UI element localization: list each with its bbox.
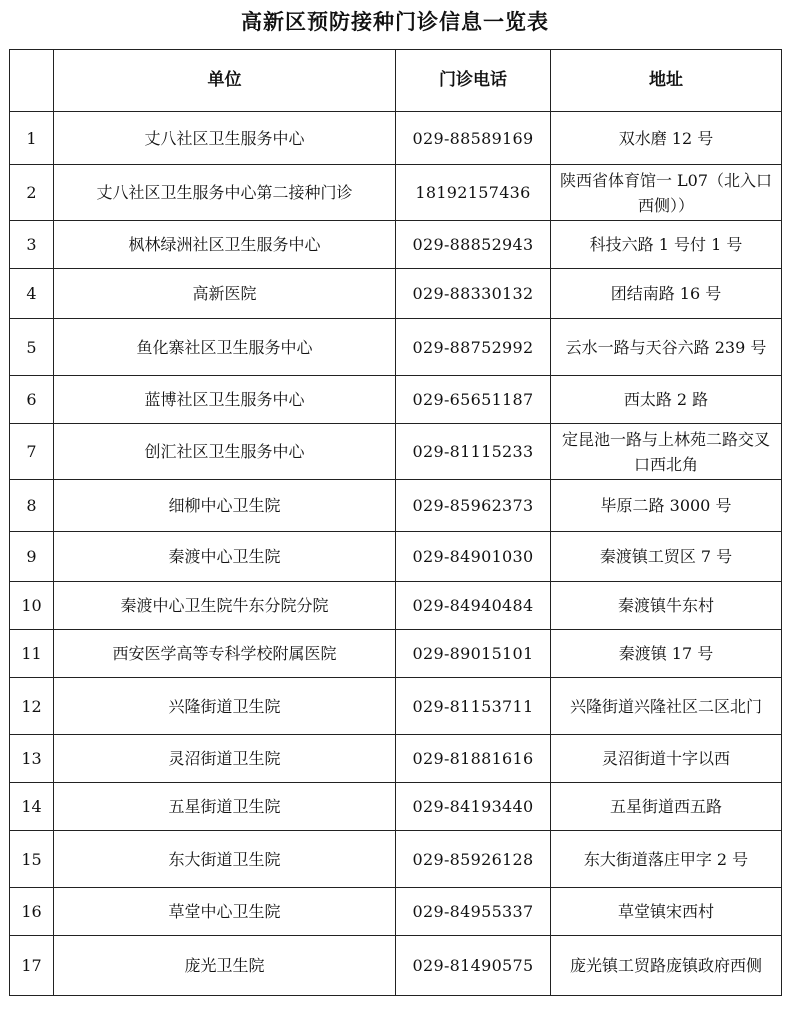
row-index: 4 <box>10 269 54 319</box>
row-phone: 029-85926128 <box>396 831 551 888</box>
table-row <box>10 165 782 221</box>
row-index: 10 <box>10 582 54 630</box>
row-address: 秦渡镇 17 号 <box>551 630 782 678</box>
row-address: 庞光镇工贸路庞镇政府西侧 <box>551 936 782 996</box>
row-phone: 029-81115233 <box>396 424 551 480</box>
row-phone: 029-84940484 <box>396 582 551 630</box>
row-address: 毕原二路 3000 号 <box>551 480 782 532</box>
row-unit: 丈八社区卫生服务中心第二接种门诊 <box>54 165 396 221</box>
row-unit: 创汇社区卫生服务中心 <box>54 424 396 480</box>
row-address: 定昆池一路与上林苑二路交叉口西北角 <box>551 424 782 480</box>
row-phone: 029-81881616 <box>396 735 551 783</box>
row-phone: 029-88852943 <box>396 221 551 269</box>
table-row <box>10 678 782 735</box>
row-phone: 029-88330132 <box>396 269 551 319</box>
row-address: 兴隆街道兴隆社区二区北门 <box>551 678 782 735</box>
row-phone: 029-88589169 <box>396 112 551 165</box>
row-index: 14 <box>10 783 54 831</box>
row-phone: 029-89015101 <box>396 630 551 678</box>
header-unit: 单位 <box>54 50 396 112</box>
row-unit: 西安医学高等专科学校附属医院 <box>54 630 396 678</box>
row-unit: 东大街道卫生院 <box>54 831 396 888</box>
row-index: 8 <box>10 480 54 532</box>
row-index: 3 <box>10 221 54 269</box>
row-unit: 高新医院 <box>54 269 396 319</box>
row-unit: 兴隆街道卫生院 <box>54 678 396 735</box>
row-phone: 029-88752992 <box>396 319 551 376</box>
table-row <box>10 735 782 783</box>
row-unit: 草堂中心卫生院 <box>54 888 396 936</box>
row-index: 6 <box>10 376 54 424</box>
row-address: 东大街道落庄甲字 2 号 <box>551 831 782 888</box>
table-row <box>10 582 782 630</box>
row-unit: 五星街道卫生院 <box>54 783 396 831</box>
table-row <box>10 221 782 269</box>
row-unit: 秦渡中心卫生院 <box>54 532 396 582</box>
table-header-row <box>10 50 782 112</box>
row-phone: 029-85962373 <box>396 480 551 532</box>
table-row <box>10 424 782 480</box>
table-row <box>10 532 782 582</box>
row-address: 草堂镇宋西村 <box>551 888 782 936</box>
table-row <box>10 888 782 936</box>
row-address: 灵沼街道十字以西 <box>551 735 782 783</box>
row-address: 科技六路 1 号付 1 号 <box>551 221 782 269</box>
table-row <box>10 831 782 888</box>
row-unit: 蓝博社区卫生服务中心 <box>54 376 396 424</box>
table-row <box>10 319 782 376</box>
row-address: 双水磨 12 号 <box>551 112 782 165</box>
header-phone: 门诊电话 <box>396 50 551 112</box>
row-address: 陕西省体育馆一 L07（北入口西侧）） <box>551 165 782 221</box>
row-unit: 秦渡中心卫生院牛东分院分院 <box>54 582 396 630</box>
row-address: 五星街道西五路 <box>551 783 782 831</box>
row-index: 7 <box>10 424 54 480</box>
row-index: 9 <box>10 532 54 582</box>
row-address: 云水一路与天谷六路 239 号 <box>551 319 782 376</box>
table-row <box>10 783 782 831</box>
row-index: 2 <box>10 165 54 221</box>
row-index: 16 <box>10 888 54 936</box>
row-phone: 18192157436 <box>396 165 551 221</box>
row-phone: 029-81153711 <box>396 678 551 735</box>
row-unit: 灵沼街道卫生院 <box>54 735 396 783</box>
header-address: 地址 <box>551 50 782 112</box>
table-row <box>10 376 782 424</box>
row-unit: 庞光卫生院 <box>54 936 396 996</box>
row-unit: 枫林绿洲社区卫生服务中心 <box>54 221 396 269</box>
row-phone: 029-81490575 <box>396 936 551 996</box>
clinic-table <box>9 49 782 996</box>
row-index: 1 <box>10 112 54 165</box>
table-row <box>10 269 782 319</box>
row-unit: 丈八社区卫生服务中心 <box>54 112 396 165</box>
row-phone: 029-65651187 <box>396 376 551 424</box>
row-phone: 029-84901030 <box>396 532 551 582</box>
header-index <box>10 50 54 112</box>
table-row <box>10 630 782 678</box>
row-index: 12 <box>10 678 54 735</box>
table-row <box>10 480 782 532</box>
row-address: 秦渡镇牛东村 <box>551 582 782 630</box>
row-index: 5 <box>10 319 54 376</box>
table-row <box>10 112 782 165</box>
row-address: 团结南路 16 号 <box>551 269 782 319</box>
row-phone: 029-84193440 <box>396 783 551 831</box>
row-index: 11 <box>10 630 54 678</box>
row-index: 13 <box>10 735 54 783</box>
row-phone: 029-84955337 <box>396 888 551 936</box>
page-title: 高新区预防接种门诊信息一览表 <box>241 10 549 34</box>
row-address: 西太路 2 路 <box>551 376 782 424</box>
row-unit: 鱼化寨社区卫生服务中心 <box>54 319 396 376</box>
row-index: 17 <box>10 936 54 996</box>
row-address: 秦渡镇工贸区 7 号 <box>551 532 782 582</box>
row-unit: 细柳中心卫生院 <box>54 480 396 532</box>
table-row <box>10 936 782 996</box>
row-index: 15 <box>10 831 54 888</box>
